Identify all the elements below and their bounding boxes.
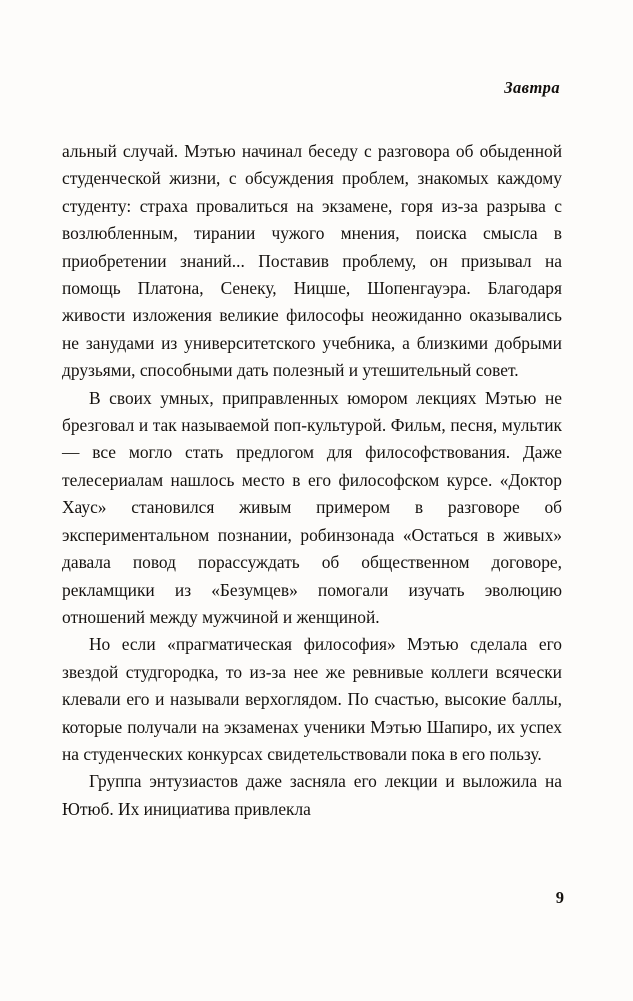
body-text [62, 138, 562, 823]
paragraph: Группа энтузиастов даже засняла его лекции и выложила на Ютюб. Их инициатива привлекла [62, 771, 562, 819]
running-head: Завтра [504, 78, 560, 97]
paragraph: Но если «прагматическая философия» Мэтью сделала его звездой студгородка, то из-за нее же ревнивые коллеги всячески клевали его и называли верхоглядом. По счастью, высокие баллы, которые получали на экзаменах ученики Мэтью Шапиро, их успех на студенческих конкурсах свидетельствовали пока в его пользу. [62, 634, 562, 764]
paragraph: В своих умных, приправленных юмором лекциях Мэтью не брезговал и так называемой поп-культурой. Фильм, песня, мультик — все могло стать предлогом для философствования. Даже телесериалам нашлось место в его философском курсе. «Доктор Хаус» становился живым примером в разговоре об экспериментальном познании, робинзонада «Остаться в живых» давала повод порассуждать об общественном договоре, рекламщики из «Безумцев» помогали изучать эволюцию отношений между мужчиной и женщиной. [62, 387, 562, 627]
page-content-area [62, 78, 562, 823]
page-number: 9 [555, 888, 564, 907]
paragraph: альный случай. Мэтью начинал беседу с разговора об обыденной студенческой жизни, с обсуждения проблем, знакомых каждому студенту: страха провалиться на экзамене, горя из-за разрыва с возлюбленным, тирании чужого мнения, поиска смысла в приобретении знаний... Поставив проблему, он призывал на помощь Платона, Сенеку, Ницше, Шопенгауэра. Благодаря живости изложения великие философы неожиданно оказывались не занудами из университетского учебника, а близкими добрыми друзьями, способными дать полезный и утешительный совет. [62, 141, 562, 381]
